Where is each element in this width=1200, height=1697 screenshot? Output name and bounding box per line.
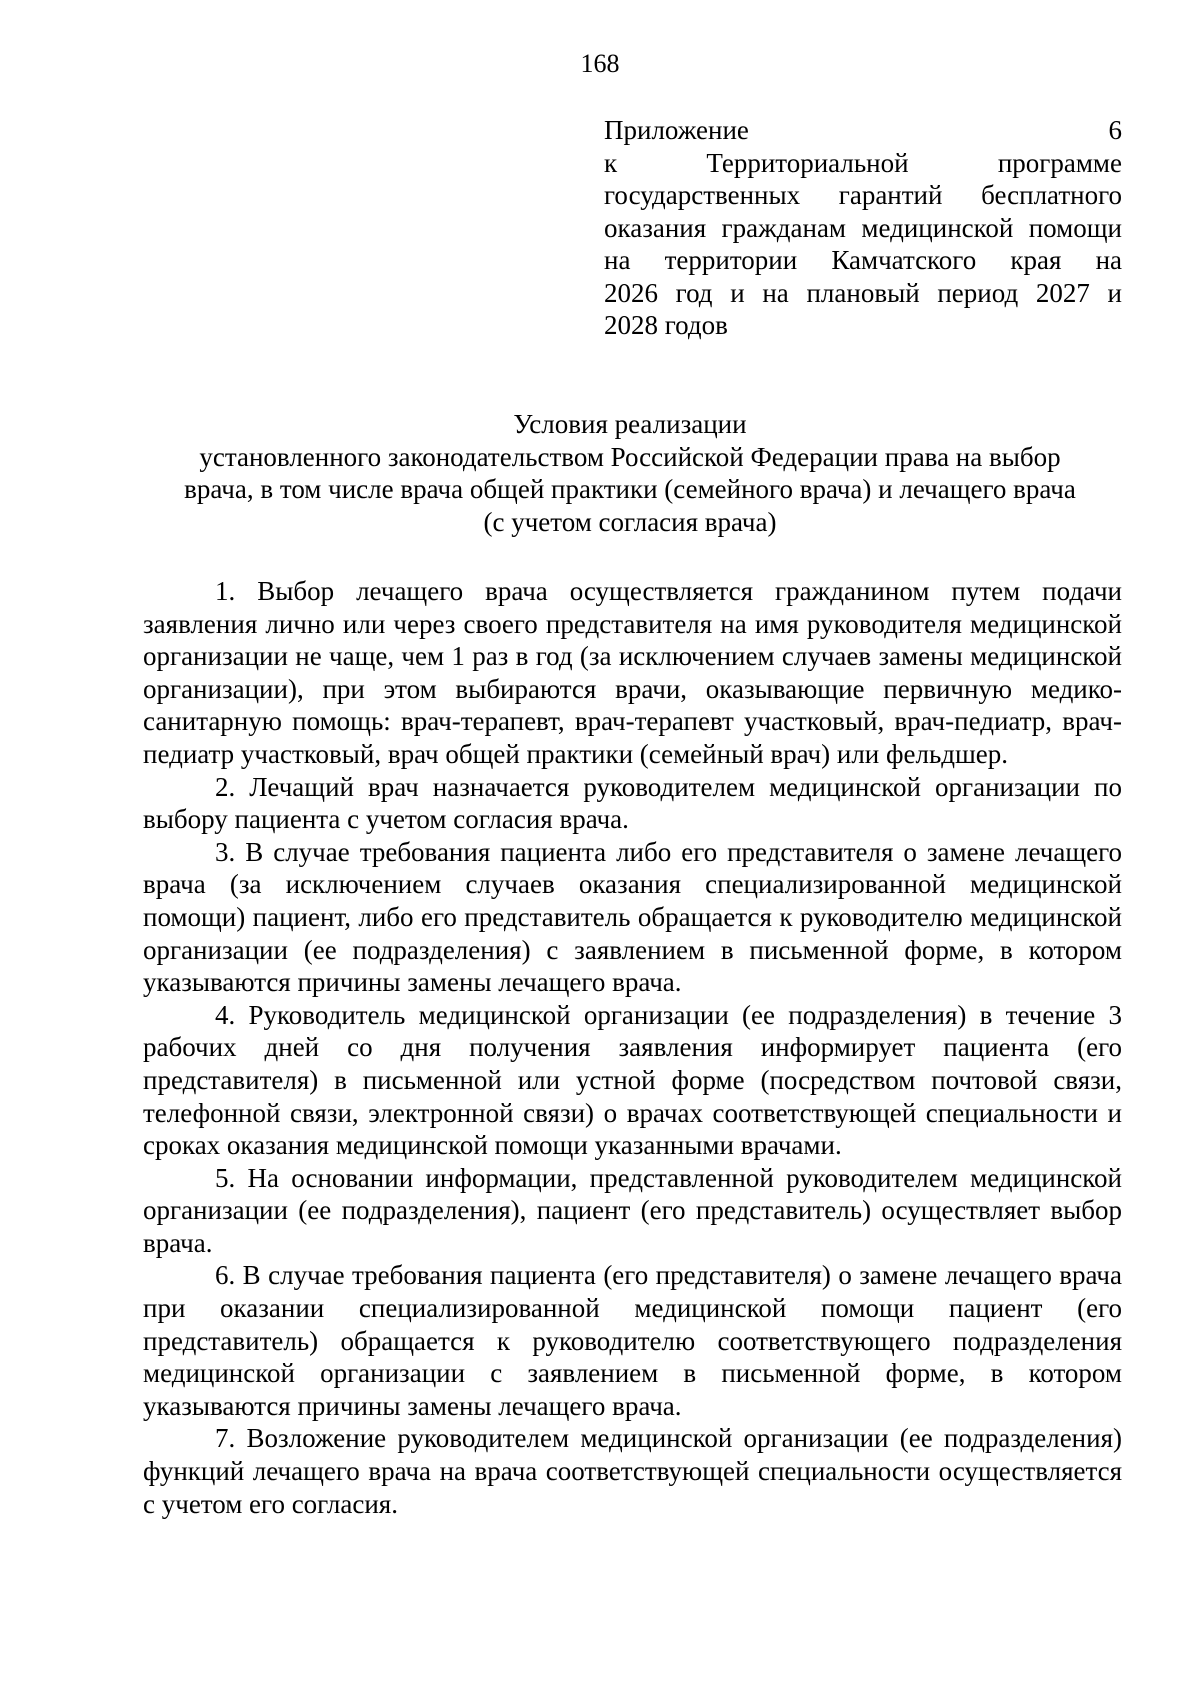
title-line: (с учетом согласия врача) xyxy=(483,506,777,537)
document-body xyxy=(143,575,1122,1520)
page-number: 168 xyxy=(580,49,620,78)
appendix-header xyxy=(604,114,1122,342)
title-line: Условия реализации xyxy=(513,409,747,439)
appendix-line: 2028 годов xyxy=(604,310,728,340)
paragraph-3: 3. В случае требования пациента либо его представителя о замене лечащего врача (за исключением случаев оказания специализированной медицинской помощи) пациент, либо его представитель обращается к руководителю медицинской организации (ее подразделения) с заявлением в письменной форме, в котором указываются причины замены лечащего врача. xyxy=(143,836,1122,998)
paragraph-1: 1. Выбор лечащего врача осуществляется гражданином путем подачи заявления лично или через своего представителя на имя руководителя медицинской организации не чаще, чем 1 раз в год (за исключением случаев замены медицинской организации), при этом выбираются врачи, оказывающие первичную медико-санитарную помощь: врач-терапевт, врач-терапевт участковый, врач-педиатр, врач-педиатр участковый, врач общей практики (семейный врач) или фельдшер. xyxy=(143,576,1122,769)
appendix-line: оказания гражданам медицинской помощи xyxy=(604,212,1122,243)
paragraph-4: 4. Руководитель медицинской организации (ее подразделения) в течение 3 рабочих дней со дня получения заявления информирует пациента (его представителя) в письменной или устной форме (посредством почтовой связи, телефонной связи, электронной связи) о врачах соответствующей специальности и сроках оказания медицинской помощи указанными врачами. xyxy=(143,999,1122,1161)
paragraph-6: 6. В случае требования пациента (его представителя) о замене лечащего врача при оказании специализированной медицинской помощи пациент (его представитель) обращается к руководителю соответствующего подразделения медицинской организации с заявлением в письменной форме, в котором указываются причины замены лечащего врача. xyxy=(143,1260,1122,1421)
document-title xyxy=(140,408,1120,538)
title-line: установленного законодательством Российской Федерации права на выбор xyxy=(199,441,1061,472)
appendix-line: 2026 год и на плановый период 2027 и xyxy=(604,277,1122,308)
appendix-line: Приложение 6 xyxy=(604,115,1122,145)
paragraph-2: 2. Лечащий врач назначается руководителем медицинской организации по выбору пациента с учетом согласия врача. xyxy=(143,771,1122,835)
appendix-line: государственных гарантий бесплатного xyxy=(604,180,1122,210)
paragraph-5: 5. На основании информации, представленной руководителем медицинской организации (ее подразделения), пациент (его представитель) осуществляет выбор врача. xyxy=(143,1162,1122,1258)
appendix-line: к Территориальной программе xyxy=(604,147,1122,178)
appendix-line: на территории Камчатского края на xyxy=(604,245,1122,275)
title-line: врача, в том числе врача общей практики (семейного врача) и лечащего врача xyxy=(184,474,1076,504)
paragraph-7: 7. Возложение руководителем медицинской организации (ее подразделения) функций лечащего врача на врача соответствующей специальности осуществляется с учетом его согласия. xyxy=(143,1423,1122,1519)
